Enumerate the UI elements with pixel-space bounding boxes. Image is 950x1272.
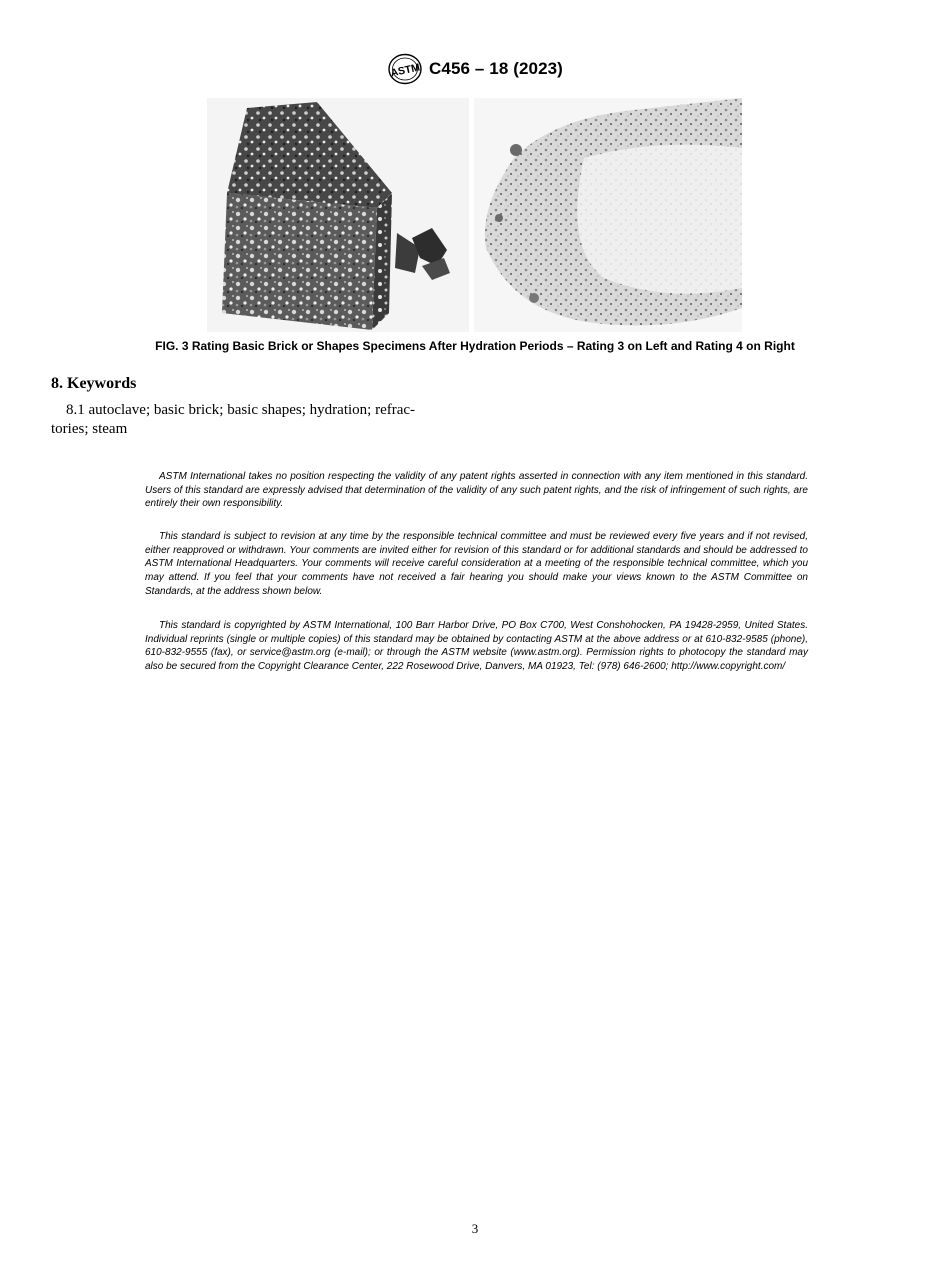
revision-notice: This standard is subject to revision at any time by the responsible technical committee and must be reviewed every five years and if not revised, either reapproved or withdrawn. Your comments are invited either for revision of this standard or for additional standards and should be addressed to ASTM International Headquarters. Your comments will receive careful consideration at a meeting of the responsible technical committee, which you may attend. If you feel that your comments have not received a fair hearing you should make your views known to the ASTM Committee on Standards, at the address shown below.	[145, 531, 808, 597]
svg-text:ASTM: ASTM	[389, 61, 422, 80]
figure-3	[207, 98, 742, 332]
keywords-paragraph	[51, 401, 466, 439]
figure-caption: FIG. 3 Rating Basic Brick or Shapes Specimens After Hydration Periods – Rating 3 on Left and Rating 4 on Right	[155, 339, 795, 353]
keywords-line-1: 8.1 autoclave; basic brick; basic shapes; hydration; refrac-	[66, 402, 416, 418]
page-header	[0, 52, 950, 86]
page-number: 3	[471, 1221, 479, 1236]
rating-4-specimen-photo	[474, 98, 742, 332]
patent-notice: ASTM International takes no position respecting the validity of any patent rights asserted in connection with any item mentioned in this standard. Users of this standard are expressly advised that determination of the validity of any such patent rights, and the risk of infringement of such rights, are entirely their own responsibility.	[145, 471, 808, 510]
copyright-notice: This standard is copyrighted by ASTM International, 100 Barr Harbor Drive, PO Box C700, West Conshohocken, PA 19428-2959, United States. Individual reprints (single or multiple copies) of this standard may be obtained by contacting ASTM at the above address or at 610-832-9585 (phone), 610-832-9555 (fax), or service@astm.org (e-mail); or through the ASTM website (www.astm.org). Permission rights to photocopy the standard may also be secured from the Copyright Clearance Center, 222 Rosewood Drive, Danvers, MA 01923, Tel: (978) 646-2600; http://www.copyright.com/	[145, 620, 808, 673]
astm-logo-icon	[387, 53, 423, 85]
section-heading-keywords: 8. Keywords	[51, 375, 137, 392]
keywords-line-2: tories; steam	[51, 421, 128, 437]
rating-3-specimen-photo	[207, 98, 469, 332]
document-designation: C456 – 18 (2023)	[429, 59, 563, 78]
